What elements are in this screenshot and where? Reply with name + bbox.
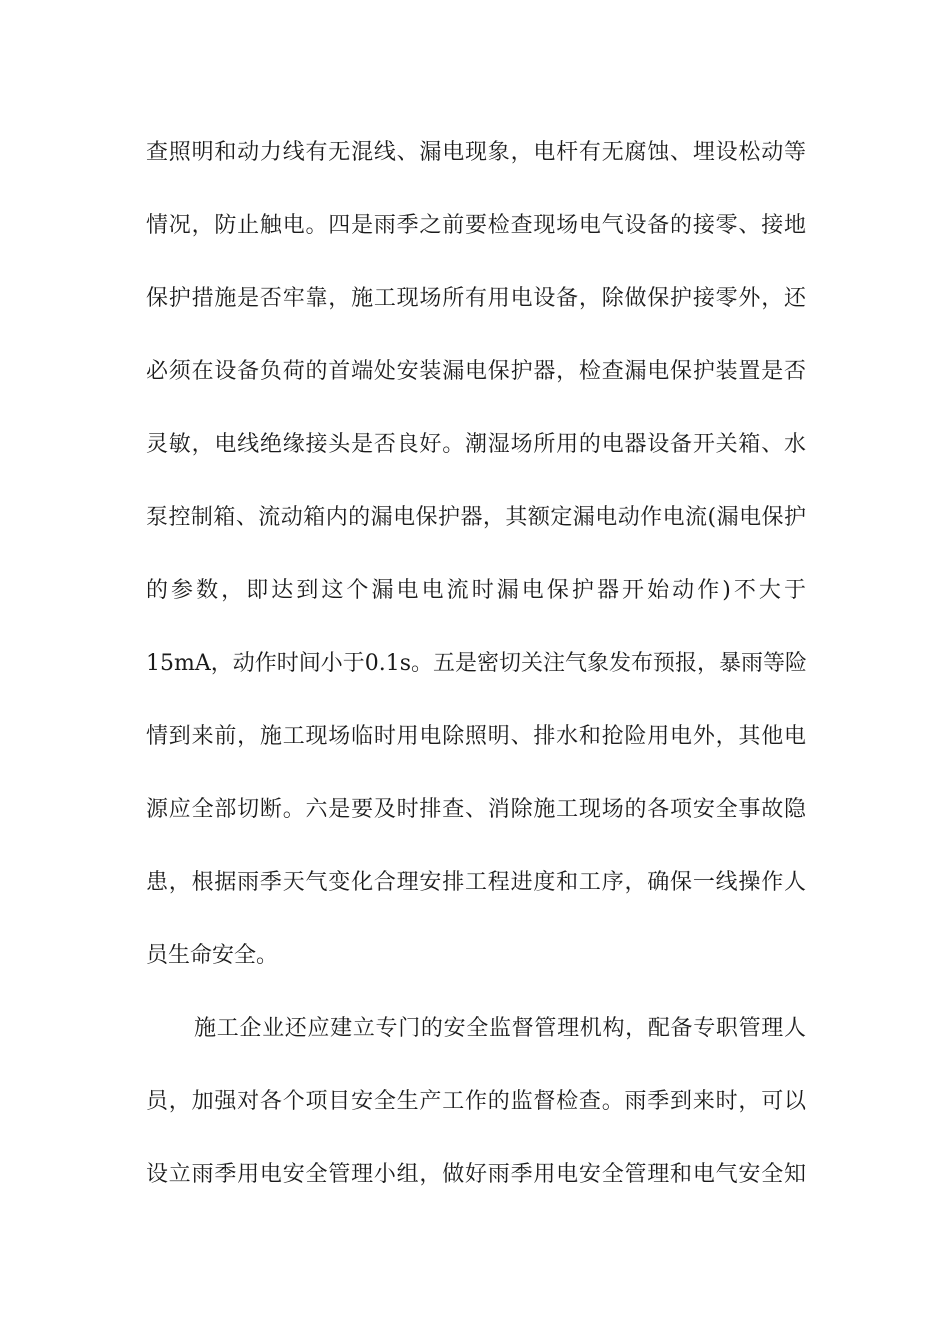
text-line-2: 情况，防止触电。四是雨季之前要检查现场电气设备的接零、接地 (146, 213, 806, 238)
text-line-10: 源应全部切断。六是要及时排查、消除施工现场的各项安全事故隐 (146, 797, 806, 822)
text-line-12: 员生命安全。 (146, 943, 279, 968)
text-line-4: 必须在设备负荷的首端处安装漏电保护器，检查漏电保护装置是否 (146, 359, 806, 384)
text-line-3: 保护措施是否牢靠，施工现场所有用电设备，除做保护接零外，还 (146, 286, 806, 311)
text-line-11: 患，根据雨季天气变化合理安排工程进度和工序，确保一线操作人 (146, 870, 806, 895)
paragraph-2-line-1: 施工企业还应建立专门的安全监督管理机构，配备专职管理人 (194, 1016, 806, 1041)
text-line-1: 查照明和动力线有无混线、漏电现象，电杆有无腐蚀、埋设松动等 (146, 140, 806, 165)
text-line-6: 泵控制箱、流动箱内的漏电保护器，其额定漏电动作电流(漏电保护 (146, 505, 806, 530)
text-line-7: 的参数，即达到这个漏电电流时漏电保护器开始动作)不大于 (146, 578, 806, 603)
text-line-9: 情到来前，施工现场临时用电除照明、排水和抢险用电外，其他电 (146, 724, 806, 749)
text-line-8: 15mA，动作时间小于0.1s。五是密切关注气象发布预报，暴雨等险 (146, 651, 808, 676)
text-line-5: 灵敏，电线绝缘接头是否良好。潮湿场所用的电器设备开关箱、水 (146, 432, 806, 457)
paragraph-2-line-2: 员，加强对各个项目安全生产工作的监督检查。雨季到来时，可以 (146, 1089, 806, 1114)
paragraph-2-line-3: 设立雨季用电安全管理小组，做好雨季用电安全管理和电气安全知 (146, 1162, 806, 1187)
